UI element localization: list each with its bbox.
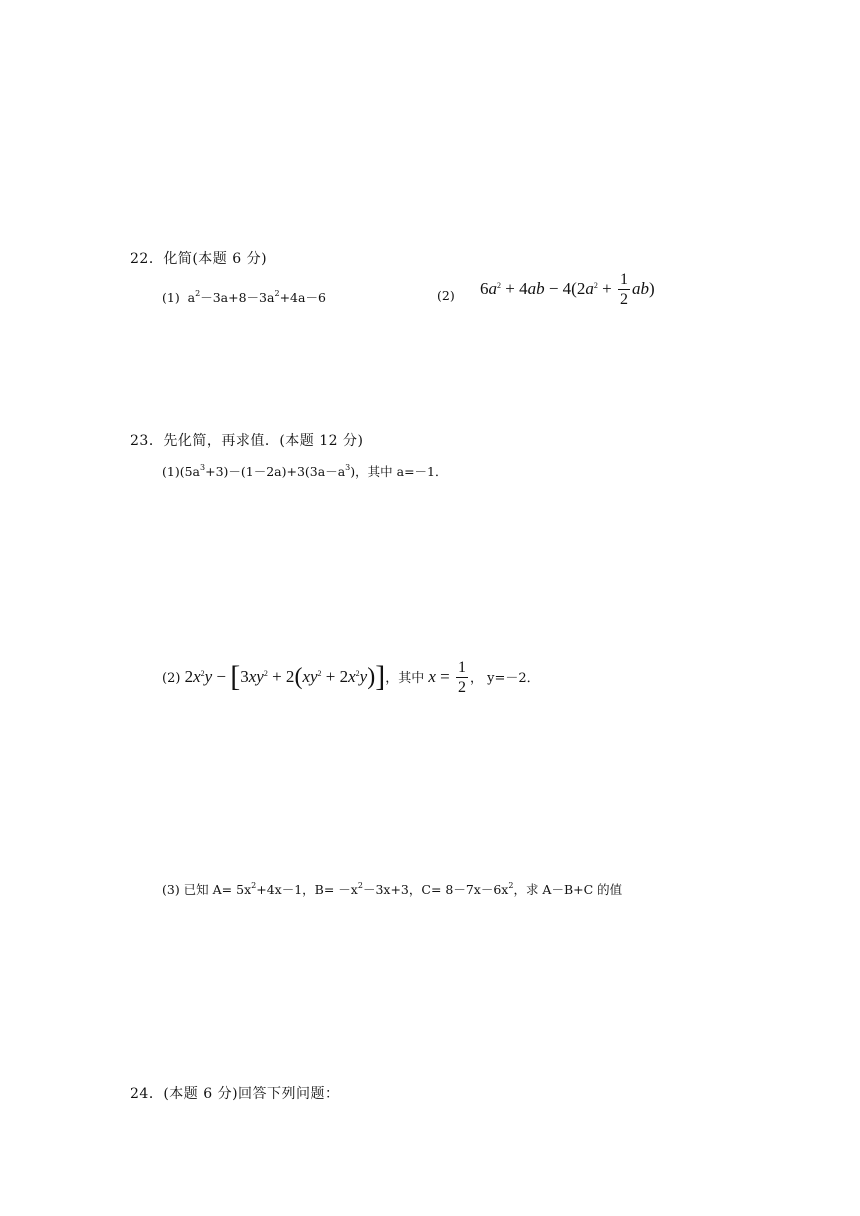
- q22-part1-label: (1): [162, 290, 180, 305]
- q24-heading: 24．(本题 6 分)回答下列问题：: [130, 1086, 340, 1102]
- q23-part2-label: (2): [162, 671, 181, 686]
- q23-part2-expr: $2x^2y - [3xy^2 + 2(xy^2 + 2x^2y)]$: [184, 660, 386, 693]
- q22-part1: [162, 288, 326, 306]
- q22-part1-expr: $a^2-3a+8-3a^2+4a-6$: [187, 289, 326, 305]
- q23-heading: 23．先化简，再求值．(本题 12 分): [130, 433, 364, 449]
- q22-heading: 22．化简(本题 6 分): [130, 251, 268, 267]
- q22-part2-expr: $6a^2 + 4ab - 4(2a^2$ + $\frac{1}{2}$ ab): [480, 271, 655, 308]
- q23-part2-condition: ，其中 x = $\frac{1}{2}$ ， y=－2．: [385, 659, 540, 697]
- q23-part1: $(1)(5a^3+3)-(1-2a)+3(3a-a^3)$，其中 a=－1．: [162, 463, 448, 479]
- q22-part2-label: (2): [437, 288, 455, 303]
- q23-part3: (3) 已知 $A= 5x^2+4x-1$，$B= -x^2-3x+3$，$C= 8-7x-6x^2$，求 A－B+C 的值: [162, 881, 623, 897]
- q23-part2: [162, 660, 540, 696]
